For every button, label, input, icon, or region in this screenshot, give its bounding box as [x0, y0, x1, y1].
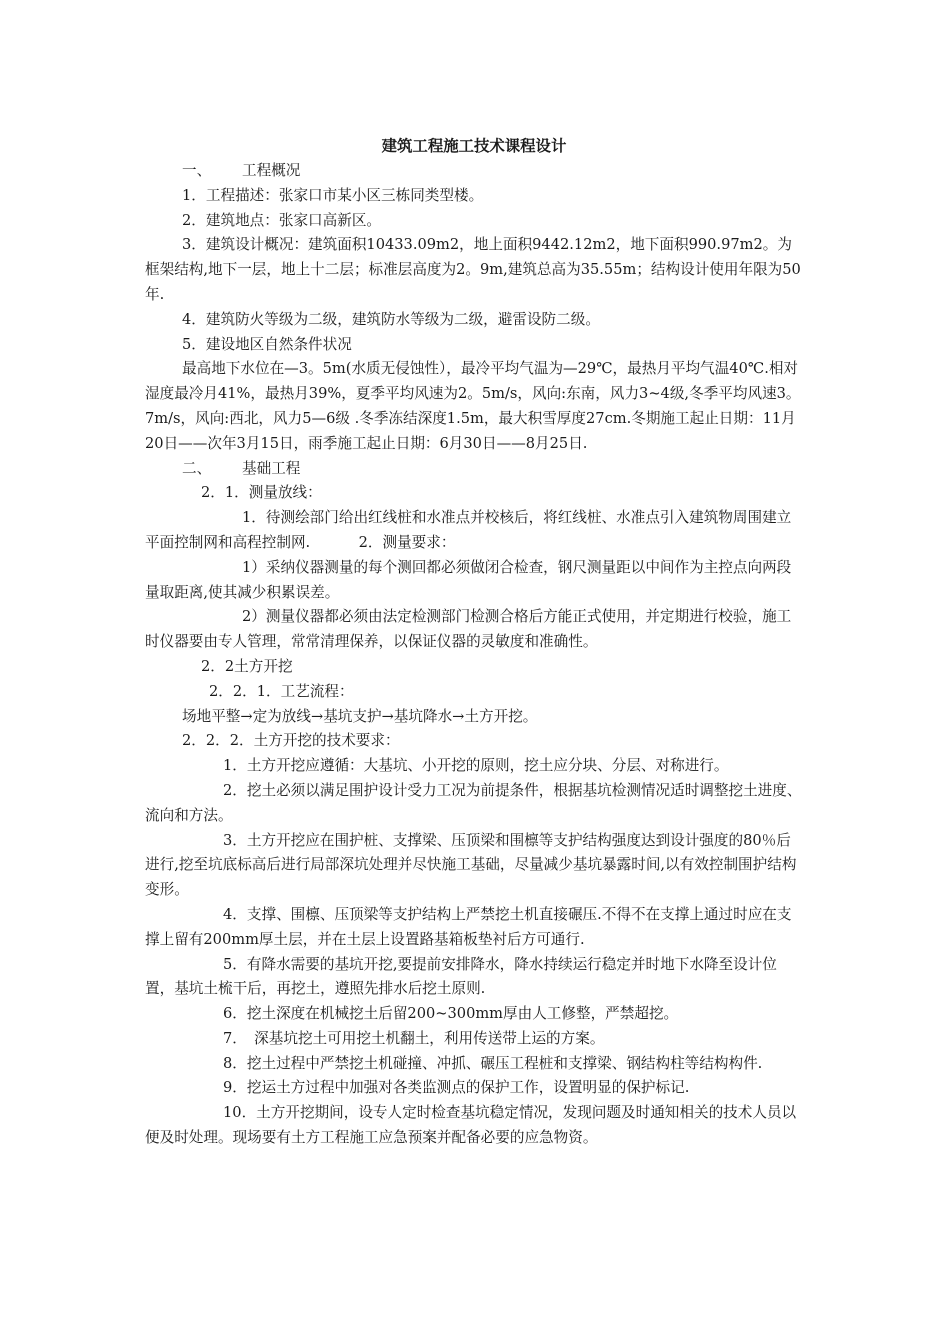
- paragraph: 9．挖运土方过程中加强对各类监测点的保护工作，设置明显的保护标记.: [223, 1079, 690, 1097]
- section-number: 二、: [182, 459, 212, 477]
- paragraph: 6．挖土深度在机械挖土后留200~300mm厚由人工修整，严禁超挖。: [223, 1005, 679, 1023]
- section-heading-overview: [145, 159, 803, 184]
- paragraph: 7． 深基坑挖土可用挖土机翻土，利用传送带上运的方案。: [223, 1029, 605, 1047]
- section-label: 工程概况: [242, 162, 301, 179]
- paragraph: 最高地下水位在—3。5m(水质无侵蚀性），最冷平均气温为—29℃，最热月平均气温40℃.相对湿度最冷月41%，最热月39%，夏季平均风速为2。5m/s，风向:东南，风力3~4级,冬季平均风速3。7m/s，风向:西北，风力5—6级 .冬季冻结深度1.5m，最大积雪厚度27cm.冬期施工起止日期：11月20日——次年3月15日，雨季施工起止日期：6月30日——8月25日.: [145, 360, 801, 452]
- paragraph: 2．建筑地点：张家口高新区。: [182, 211, 382, 229]
- section-number: 一、: [182, 162, 212, 179]
- paragraph: 10．土方开挖期间，设专人定时检查基坑稳定情况，发现问题及时通知相关的技术人员以便及时处理。现场要有土方工程施工应急预案并配备必要的应急物资。: [145, 1104, 797, 1147]
- paragraph: 2）测量仪器都必须由法定检测部门检测合格后方能正式使用，并定期进行校验，施工时仪器要由专人管理，常常清理保养，以保证仪器的灵敏度和准确性。: [145, 608, 792, 651]
- paragraph: 1）采纳仪器测量的每个测回都必须做闭合检查，钢尺测量距以中间作为主控点向两段量取距离,使其减少积累误差。: [145, 558, 792, 601]
- document-body: [145, 134, 803, 1151]
- paragraph: 1．工程描述：张家口市某小区三栋同类型楼。: [182, 186, 484, 204]
- paragraph: 1．待测绘部门给出红线桩和水准点并校核后，将红线桩、水准点引入建筑物周围建立平面控制网和高程控制网. 2．测量要求：: [145, 509, 792, 551]
- paragraph: 2．1．测量放线：: [201, 484, 322, 502]
- paragraph: 2．2．1．工艺流程：: [209, 682, 354, 700]
- paragraph: 3．土方开挖应在围护桩、支撑梁、压顶梁和围檩等支护结构强度达到设计强度的80％后进行,挖至坑底标高后进行局部深坑处理并尽快施工基础，尽量减少基坑暴露时间,以有效控制围护结构变形。: [145, 831, 797, 899]
- paragraph: 5．有降水需要的基坑开挖,要提前安排降水，降水持续运行稳定并时地下水降至设计位置，基坑土梳干后，再挖土，遵照先排水后挖土原则.: [145, 955, 777, 998]
- paragraph: 2．挖土必须以满足围护设计受力工况为前提条件，根据基坑检测情况适时调整挖土进度、流向和方法。: [145, 781, 802, 824]
- paragraph: 1．土方开挖应遵循：大基坑、小开挖的原则，挖土应分块、分层、对称进行。: [223, 757, 729, 775]
- section-label: 基础工程: [242, 459, 301, 477]
- paragraph: 2．2．2．土方开挖的技术要求：: [182, 732, 400, 750]
- paragraph: 5．建设地区自然条件状况: [182, 335, 352, 353]
- paragraph: 2．2土方开挖: [201, 657, 293, 675]
- paragraph: 4．支撑、围檩、压顶梁等支护结构上严禁挖土机直接碾压.不得不在支撑上通过时应在支撑上留有200mm厚土层，并在土层上设置路基箱板垫衬后方可通行.: [145, 905, 792, 948]
- paragraph: 场地平整→定为放线→基坑支护→基坑降水→土方开挖。: [182, 707, 538, 725]
- paragraph: 8．挖土过程中严禁挖土机碰撞、冲抓、碾压工程桩和支撑梁、钢结构柱等结构构件.: [223, 1054, 763, 1072]
- section-heading-foundation: [145, 457, 803, 482]
- document-title: 建筑工程施工技术课程设计: [381, 137, 567, 155]
- paragraph: 3．建筑设计概况：建筑面积10433.09m2，地上面积9442.12m2，地下面积990.97m2。为框架结构,地下一层，地上十二层；标准层高度为2。9m,建筑总高为35.55m；结构设计使用年限为50年.: [145, 236, 801, 303]
- paragraph: 4．建筑防火等级为二级，建筑防水等级为二级，避雷设防二级。: [182, 310, 600, 328]
